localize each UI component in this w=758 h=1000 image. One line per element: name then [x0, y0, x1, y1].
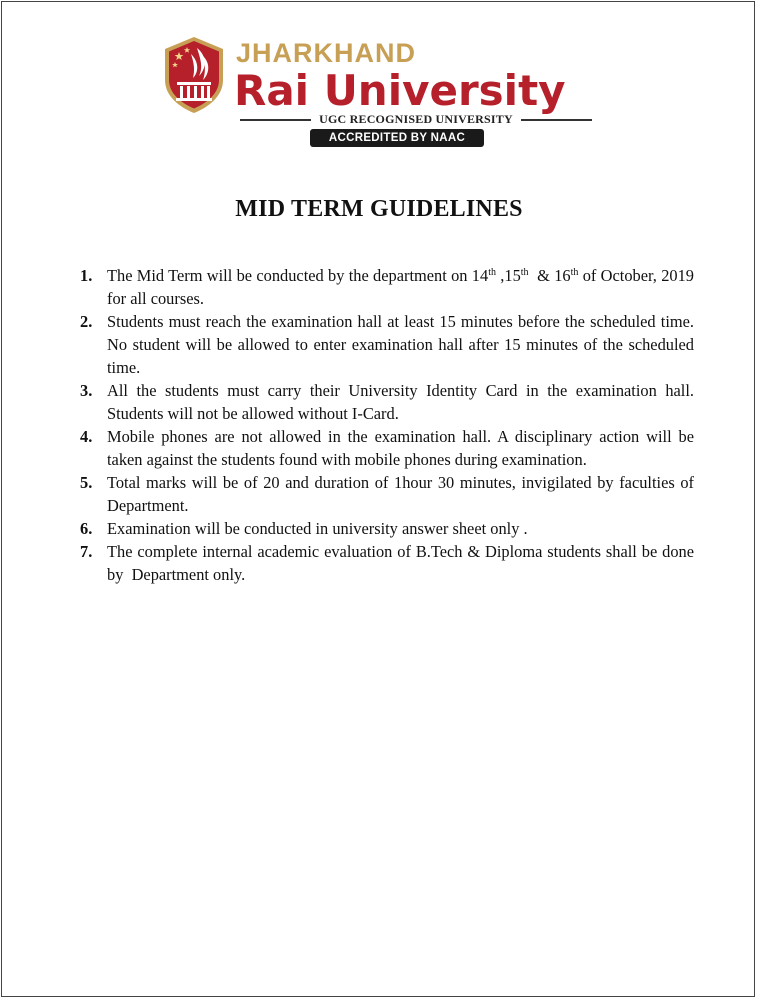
guideline-number: 2.	[80, 312, 93, 331]
brand-university-name: Rai University	[234, 66, 566, 115]
guideline-item	[80, 517, 694, 540]
guideline-item	[80, 264, 694, 310]
naac-accreditation-badge: ACCREDITED BY NAAC	[310, 129, 484, 147]
guideline-item	[80, 379, 694, 425]
guideline-text: Students must reach the examination hall at least 15 minutes before the scheduled time. No student will be allowed to enter examination hall after 15 minutes of the scheduled time.	[107, 312, 694, 377]
guideline-item	[80, 471, 694, 517]
shield-crest-icon	[163, 36, 225, 114]
university-logo	[160, 36, 600, 154]
guideline-text: Mobile phones are not allowed in the examination hall. A disciplinary action will be taken against the students found with mobile phones during examination.	[107, 427, 694, 469]
guideline-text: The Mid Term will be conducted by the department on 14th ,15th & 16th of October, 2019 for all courses.	[107, 266, 694, 308]
guideline-number: 6.	[80, 519, 93, 538]
guideline-number: 7.	[80, 542, 93, 561]
brand-state-name: JHARKHAND	[236, 38, 417, 68]
guideline-item	[80, 310, 694, 379]
guideline-text: The complete internal academic evaluation of B.Tech & Diploma students shall be done by Department only.	[107, 542, 699, 584]
ugc-recognition-text: UGC RECOGNISED UNIVERSITY	[319, 112, 513, 126]
guideline-text: All the students must carry their University Identity Card in the examination hall. Students will not be allowed without I-Card.	[107, 381, 694, 423]
guidelines-list	[80, 264, 699, 586]
guideline-text: Examination will be conducted in university answer sheet only .	[107, 519, 528, 538]
divider-right	[521, 119, 592, 121]
guideline-number: 5.	[80, 473, 93, 492]
ugc-recognition-row	[240, 112, 592, 127]
guideline-number: 4.	[80, 427, 93, 446]
guideline-number: 3.	[80, 381, 93, 400]
page-title: MID TERM GUIDELINES	[235, 196, 523, 222]
divider-left	[240, 119, 311, 121]
guideline-text: Total marks will be of 20 and duration of 1hour 30 minutes, invigilated by faculties of Department.	[107, 473, 694, 515]
guideline-item	[80, 425, 694, 471]
guideline-item	[80, 540, 699, 586]
guideline-number: 1.	[80, 266, 93, 285]
